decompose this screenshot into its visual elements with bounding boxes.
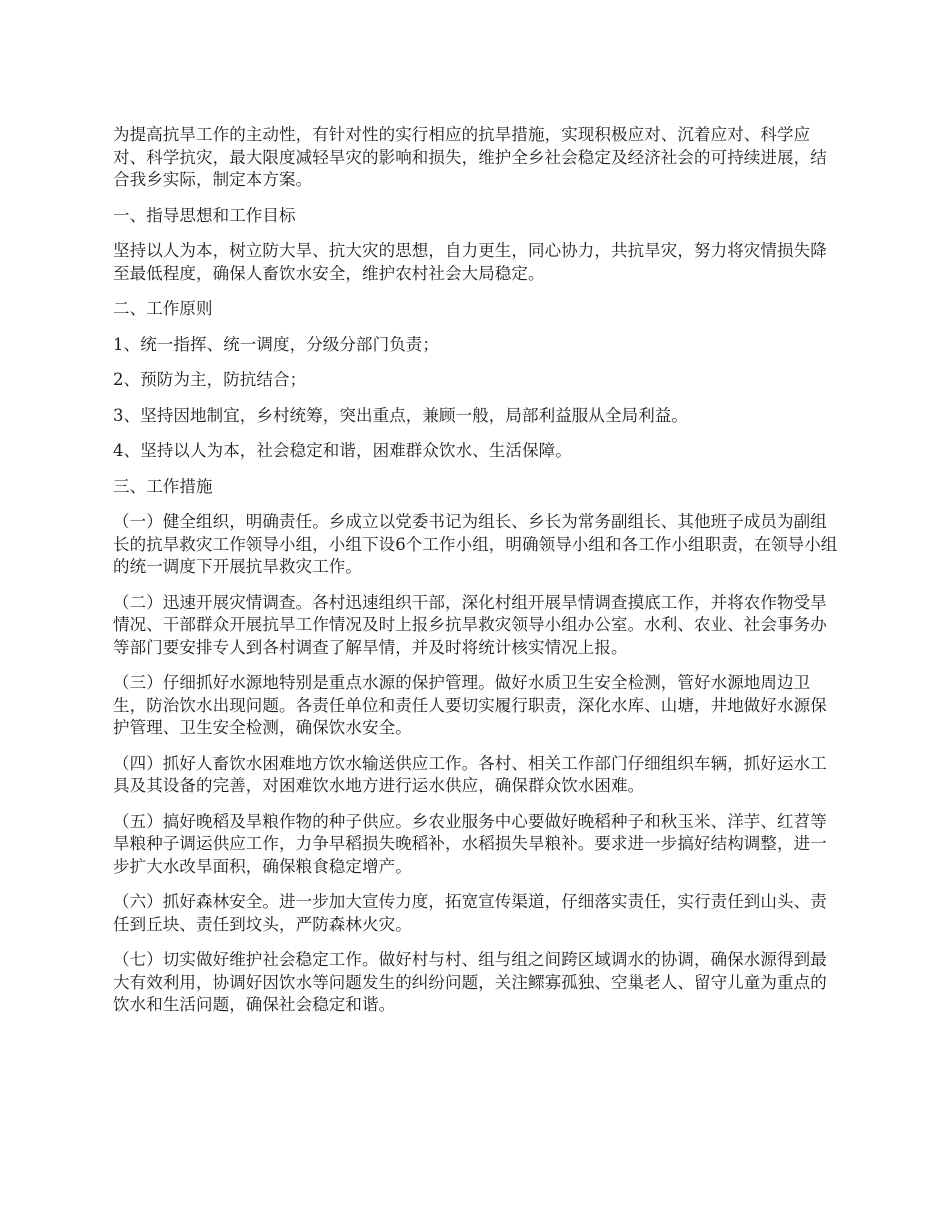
section-heading-work-measures: 三、工作措施: [113, 476, 213, 496]
section-heading-guiding-ideology: 一、指导思想和工作目标: [113, 205, 296, 225]
measure-paragraph: （二）迅速开展灾情调查。各村迅速组织干部，深化村组开展旱情调查摸底工作，并将农作物受旱情况、干部群众开展抗旱工作情况及时上报乡抗旱救灾领导小组办公室。水利、农业、社会事务办等部门要安排专人到各村调查了解旱情，并及时将统计核实情况上报。: [113, 592, 827, 657]
measure-paragraph: （三）仔细抓好水源地特别是重点水源的保护管理。做好水质卫生安全检测，管好水源地周边卫生，防治饮水出现问题。各责任单位和责任人要切实履行职责，深化水库、山塘，井地做好水源保护管理、卫生安全检测，确保饮水安全。: [113, 673, 827, 737]
measure-paragraph: （五）搞好晚稻及旱粮作物的种子供应。乡农业服务中心要做好晚稻种子和秋玉米、洋芋、红苕等旱粮种子调运供应工作，力争早稻损失晚稻补，水稻损失旱粮补。要求进一步搞好结构调整，进一步扩大水改旱面积，确保粮食稳定增产。: [113, 811, 827, 876]
measure-paragraph: （四）抓好人畜饮水困难地方饮水输送供应工作。各村、相关工作部门仔细组织车辆，抓好运水工具及其设备的完善，对困难饮水地方进行运水供应，确保群众饮水困难。: [113, 753, 827, 795]
measure-paragraph: （六）抓好森林安全。进一步加大宣传力度，拓宽宣传渠道，仔细落实责任，实行责任到山头、责任到丘块、责任到坟头，严防森林火灾。: [113, 892, 827, 934]
principle-item: 3、坚持因地制宜，乡村统筹，突出重点，兼顾一般，局部利益服从全局利益。: [113, 405, 688, 425]
measure-paragraph: （一）健全组织，明确责任。乡成立以党委书记为组长、乡长为常务副组长、其他班子成员为副组长的抗旱救灾工作领导小组，小组下设6个工作小组，明确领导小组和各工作小组职责，在领导小组的统一调度下开展抗旱救灾工作。: [113, 512, 838, 576]
document-body: [113, 124, 840, 1030]
measure-paragraph: （七）切实做好维护社会稳定工作。做好村与村、组与组之间跨区域调水的协调，确保水源得到最大有效利用，协调好因饮水等问题发生的纠纷问题，关注鳏寡孤独、空巢老人、留守儿童为重点的饮水和生活问题，确保社会稳定和谐。: [113, 950, 827, 1014]
intro-paragraph: 为提高抗旱工作的主动性，有针对性的实行相应的抗旱措施，实现积极应对、沉着应对、科学应对、科学抗灾，最大限度减轻旱灾的影响和损失，维护全乡社会稳定及经济社会的可持续进展，结合我乡实际，制定本方案。: [113, 125, 827, 189]
section-heading-work-principles: 二、工作原则: [113, 299, 213, 318]
section-paragraph-guiding-ideology: 坚持以人为本，树立防大旱、抗大灾的思想，自力更生，同心协力，共抗旱灾，努力将灾情损失降至最低程度，确保人畜饮水安全，维护农村社会大局稳定。: [113, 241, 827, 283]
principle-item: 1、统一指挥、统一调度，分级分部门负责；: [113, 334, 439, 354]
principle-item: 2、预防为主，防抗结合；: [113, 370, 307, 389]
principle-item: 4、坚持以人为本，社会稳定和谐，困难群众饮水、生活保障。: [113, 441, 572, 460]
